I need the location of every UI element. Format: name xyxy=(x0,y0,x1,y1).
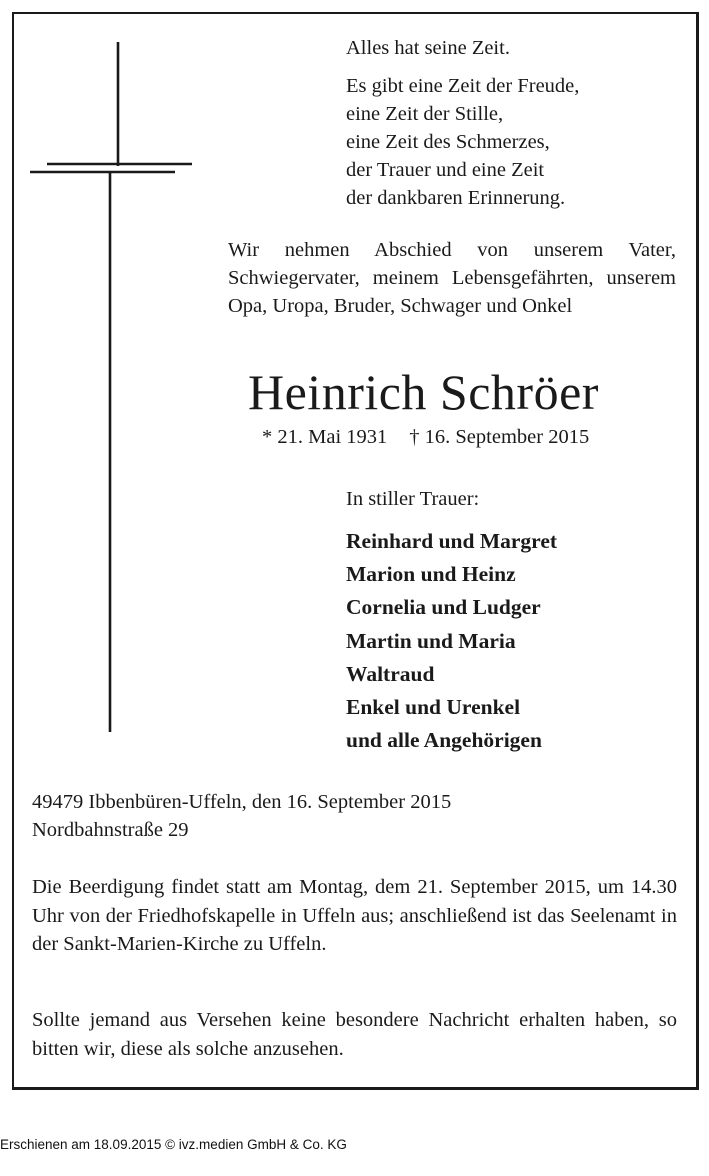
birth-date: * 21. Mai 1931 xyxy=(262,426,388,448)
mourner-name: Marion und Heinz xyxy=(346,562,516,587)
mourner-name: Cornelia und Ludger xyxy=(346,595,541,620)
mourner-name: Martin und Maria xyxy=(346,628,516,653)
mourner-name: Waltraud xyxy=(346,661,435,686)
notice-text: Sollte jemand aus Versehen keine besondere Nachricht erhalten haben, so bitten wir, diese als solche anzusehen. xyxy=(32,1009,677,1060)
mourner-name: und alle Angehörigen xyxy=(346,728,542,753)
poem-line: Alles hat seine Zeit. xyxy=(346,37,510,59)
address-line: Nordbahnstraße 29 xyxy=(32,819,189,841)
mourner-name: Reinhard und Margret xyxy=(346,529,558,553)
poem-line: eine Zeit der Stille, xyxy=(346,103,504,125)
death-date: † 16. September 2015 xyxy=(409,426,590,448)
mourners-heading: In stiller Trauer: xyxy=(346,488,480,510)
poem xyxy=(346,34,579,212)
funeral-details: Die Beerdigung findet statt am Montag, dem 21. September 2015, um 14.30 Uhr von der Friedhofskapelle in Uffeln aus; anschließend ist das Seelenamt in der Sankt-Marien-Kirche zu Uffeln. xyxy=(32,876,677,955)
deceased-name: Heinrich Schröer xyxy=(248,364,599,420)
poem-line: Es gibt eine Zeit der Freude, xyxy=(346,75,580,97)
address-block xyxy=(32,788,451,844)
address-line: 49479 Ibbenbüren-Uffeln, den 16. September 2015 xyxy=(32,791,452,813)
mourner-name: Enkel und Urenkel xyxy=(346,695,521,720)
poem-line: der Trauer und eine Zeit xyxy=(346,159,545,181)
cross-icon xyxy=(30,42,192,732)
life-dates xyxy=(262,423,589,451)
poem-line: eine Zeit des Schmerzes, xyxy=(346,131,550,153)
farewell-intro: Wir nehmen Abschied von unserem Vater, Schwiegervater, meinem Lebensgefährten, unserem Opa, Uropa, Bruder, Schwager und Onkel xyxy=(228,239,676,317)
publication-footer: Erschienen am 18.09.2015 © ivz.medien GmbH & Co. KG xyxy=(0,1137,347,1152)
mourners-list xyxy=(346,525,557,757)
poem-line: der dankbaren Erinnerung. xyxy=(346,187,566,209)
